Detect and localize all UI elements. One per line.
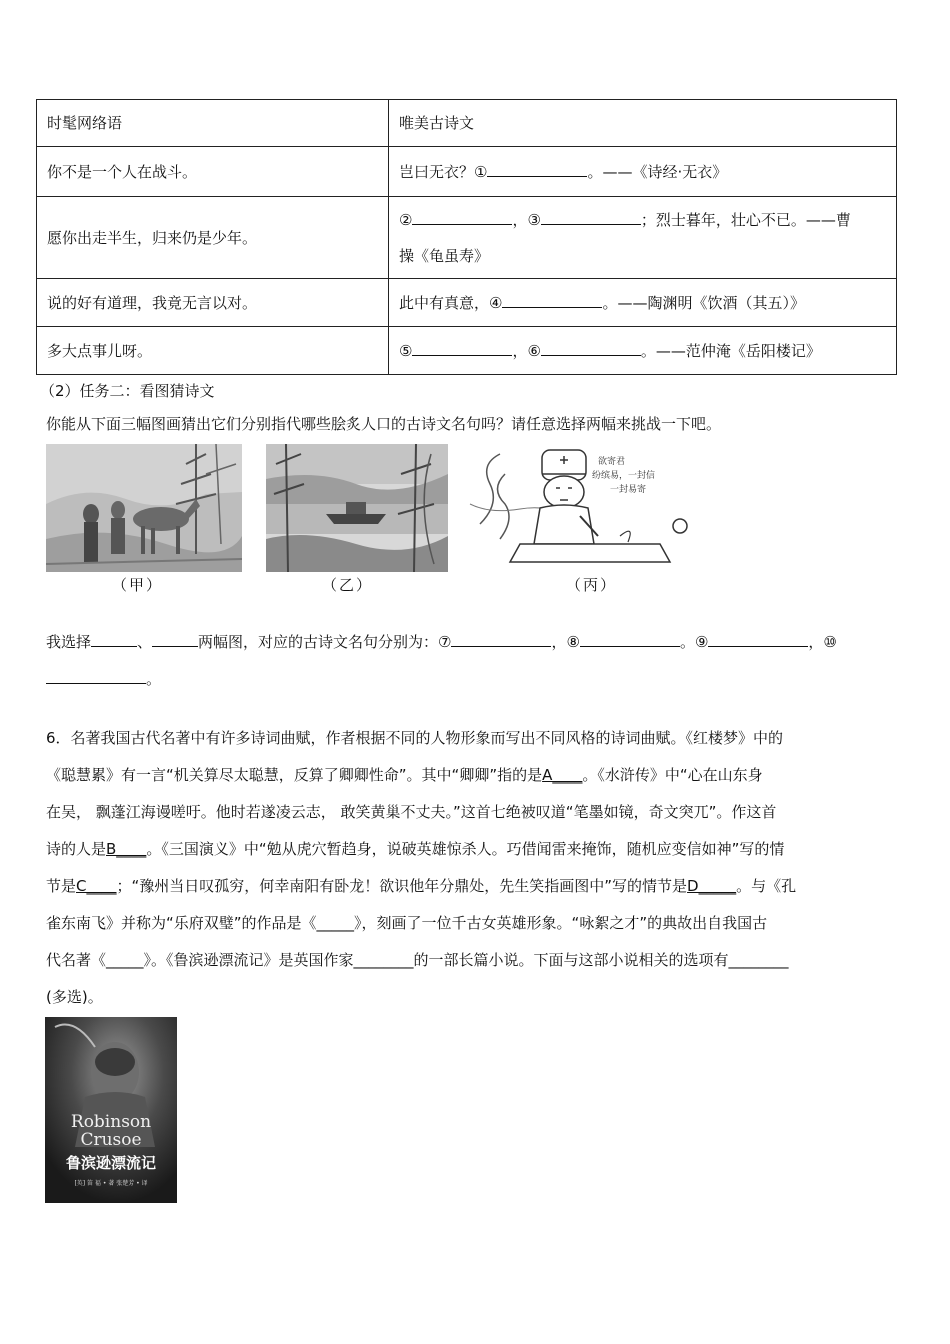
answer-blank-5[interactable] <box>412 339 512 356</box>
q6-line-8: (多选)。 <box>46 988 103 1006</box>
book-title-cn: 鲁滨逊漂流记 <box>65 1154 157 1172</box>
table-row <box>37 147 897 197</box>
answer-blank-7[interactable] <box>451 630 551 647</box>
blank-a[interactable]: A____ <box>542 766 583 784</box>
table-header-cell: 唯美古诗文 <box>389 100 897 147</box>
picture-answer-line: 我选择 、 两幅图，对应的古诗文名句分别为：⑦ ，⑧ 。⑨ ，⑩ <box>46 630 837 652</box>
table-cell-poem: 此中有真意，④ 。——陶渊明《饮酒（其五）》 <box>389 279 897 327</box>
task2-intro: 你能从下面三幅图画猜出它们分别指代哪些脍炙人口的古诗文名句吗？请任意选择两幅来挑战一下吧。 <box>46 415 722 433</box>
picture-bing-illustration <box>460 444 704 572</box>
q6-line-7: 代名著《_____》。《鲁滨逊漂流记》是英国作家________的一部长篇小说。下面与这部小说相关的选项有________ <box>46 951 789 969</box>
table-header-row <box>37 100 897 147</box>
poem-table <box>36 99 897 375</box>
choice-blank-1[interactable] <box>91 630 137 647</box>
table-cell-slang: 愿你出走半生，归来仍是少年。 <box>37 197 389 279</box>
table-cell-poem: 岂曰无衣？① 。——《诗经·无衣》 <box>389 147 897 197</box>
answer-blank-10[interactable] <box>46 667 146 684</box>
table-cell-poem: ② ，③ ；烈士暮年，壮心不已。——曹 操《龟虽寿》 <box>389 197 897 279</box>
q6-line-5: 节是C____；“豫州当日叹孤穷，何幸南阳有卧龙！欲识他年分鼎处，先生笑指画图中”写的情节是D_____。与《孔 <box>46 877 797 895</box>
table-cell-slang: 你不是一个人在战斗。 <box>37 147 389 197</box>
bing-handwriting-3: 一封易寄 <box>610 485 647 495</box>
table-row <box>37 327 897 375</box>
table-cell-slang: 说的好有道理，我竟无言以对。 <box>37 279 389 327</box>
q6-line-2: 《聪慧累》有一言“机关算尽太聪慧，反算了卿卿性命”。其中“卿卿”指的是A____。《水浒传》中“心在山东身 <box>46 766 763 784</box>
book-credits: [英] 笛 福 • 著 张楚芳 • 译 <box>74 1180 148 1187</box>
answer-blank-8[interactable] <box>580 630 680 647</box>
caption-jia: （甲） <box>112 576 164 594</box>
answer-blank-9[interactable] <box>708 630 808 647</box>
answer-blank-6[interactable] <box>541 339 641 356</box>
blank-b[interactable]: B____ <box>106 840 147 858</box>
table-row <box>37 197 897 279</box>
q6-line-3: 在吴， 飘蓬江海谩嗟吁。他时若遂凌云志， 敢笑黄巢不丈夫。”这首七绝被叹道“笔墨如镜，奇文突兀”。作这首 <box>46 803 777 821</box>
q6-line-1: 6．名著我国古代名著中有许多诗词曲赋，作者根据不同的人物形象而写出不同风格的诗词曲赋。《红楼梦》中的 <box>46 729 784 747</box>
bing-handwriting-1: 欲寄君 <box>598 457 626 467</box>
answer-blank-1[interactable] <box>487 160 587 177</box>
bing-handwriting-2: 纷缤易，一封信 <box>592 471 656 481</box>
book-title-en-1: Robinson <box>70 1112 152 1132</box>
table-row <box>37 279 897 327</box>
book-title-en-2: Crusoe <box>80 1130 142 1150</box>
book-cover-art <box>45 1017 177 1203</box>
answer-blank-3[interactable] <box>541 208 641 225</box>
blank-d[interactable]: D_____ <box>687 877 737 895</box>
caption-yi: （乙） <box>322 576 374 594</box>
q6-line-6: 雀东南飞》并称为“乐府双璧”的作品是《_____》，刻画了一位千古女英雄形象。“咏絮之才”的典故出自我国古 <box>46 914 768 932</box>
q6-line-4: 诗的人是B____。《三国演义》中“勉从虎穴暂趋身，说破英雄惊杀人。巧借闻雷来掩饰，随机应变信如神”写的情 <box>46 840 785 858</box>
answer-blank-2[interactable] <box>412 208 512 225</box>
robinson-crusoe-book-cover <box>45 1017 177 1203</box>
blank-c[interactable]: C____ <box>76 877 117 895</box>
task2-title: （2）任务二：看图猜诗文 <box>40 382 215 400</box>
table-cell-poem: ⑤ ，⑥ 。——范仲淹《岳阳楼记》 <box>389 327 897 375</box>
question-6 <box>46 720 902 1016</box>
picture-yi-illustration <box>266 444 448 572</box>
picture-answer-line-2: 。 <box>46 667 161 689</box>
caption-bing: （丙） <box>566 576 618 594</box>
table-header-cell: 时髦网络语 <box>37 100 389 147</box>
answer-blank-4[interactable] <box>502 291 602 308</box>
table-cell-slang: 多大点事儿呀。 <box>37 327 389 375</box>
choice-blank-2[interactable] <box>152 630 198 647</box>
picture-jia-illustration <box>46 444 242 572</box>
